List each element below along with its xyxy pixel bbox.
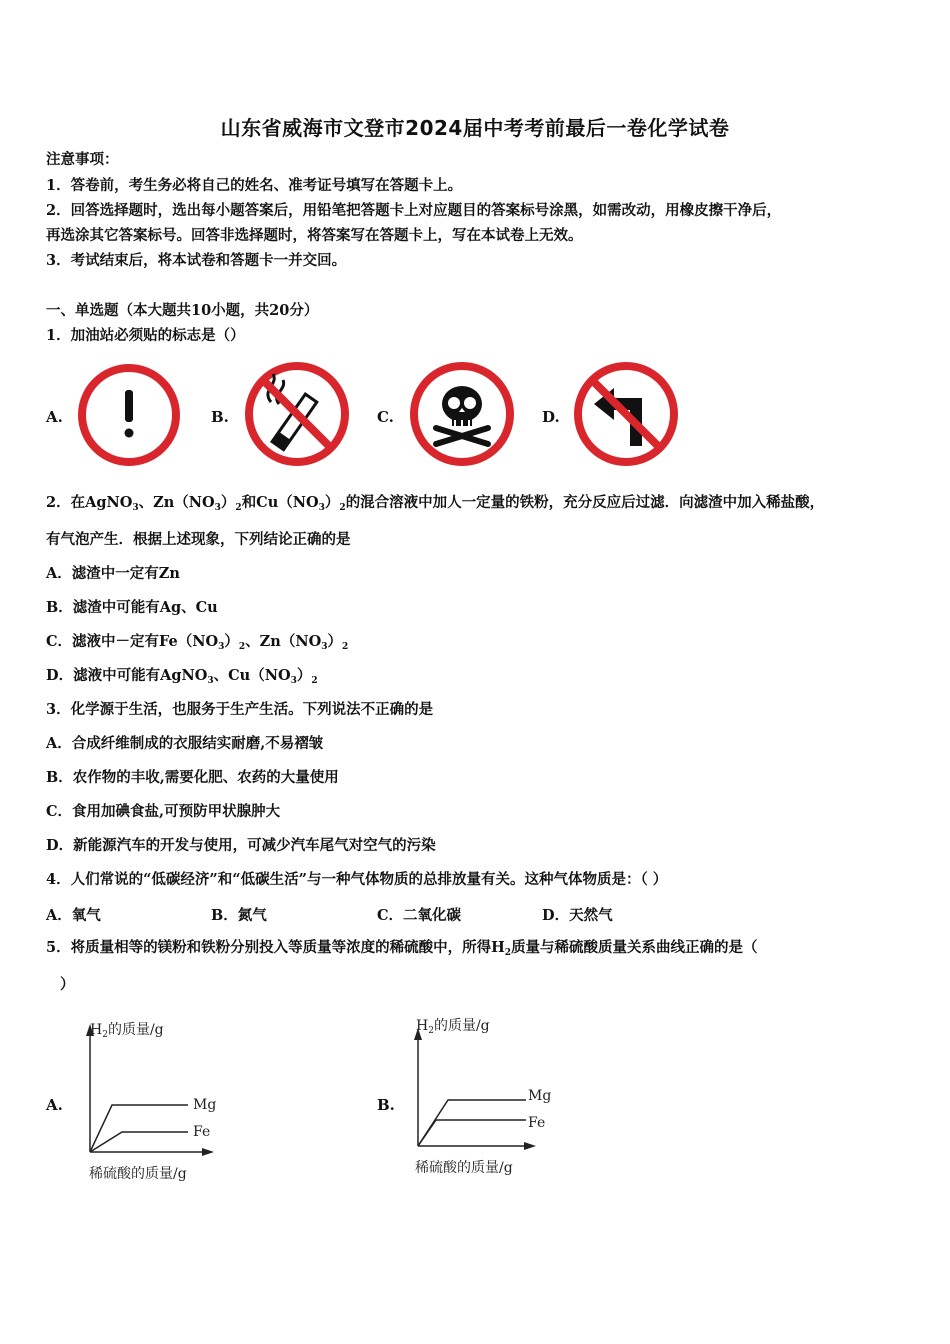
q5-stem-line-1 — [46, 938, 758, 963]
q2-option-d — [46, 666, 318, 691]
graph-a-xlabel: 稀硫酸的质量/g — [89, 1166, 187, 1182]
q2-option-d-part: 、Cu（NO — [213, 667, 291, 684]
q2-option-c — [46, 632, 348, 657]
q2-option-c-part: C．滤液中－定有Fe（NO — [46, 633, 219, 650]
q3-option-c: C．食用加碘食盐,可预防甲状腺肿大 — [46, 803, 281, 820]
q2-stem-part: 的混合溶液中加人一定量的铁粉，充分反应后过滤．向滤渣中加入稀盐酸， — [345, 494, 825, 511]
q2-option-d-part: ） — [296, 667, 312, 684]
notice-item-3: 3．考试结束后，将本试卷和答题卡一并交回。 — [46, 252, 347, 269]
q5-graph-b — [408, 1008, 558, 1183]
q2-stem-part: 2．在AgNO — [46, 494, 133, 511]
q2-option-c-sub: 2 — [341, 642, 349, 652]
q3-option-b: B．农作物的丰收,需要化肥、农药的大量使用 — [46, 769, 339, 786]
notice-item-1: 1．答卷前，考生务必将自己的姓名、准考证号填写在答题卡上。 — [46, 177, 463, 194]
notice-item-2b: 再选涂其它答案标号。回答非选择题时，将答案写在答题卡上，写在本试卷上无效。 — [46, 227, 583, 244]
q2-option-c-sub: 3 — [321, 642, 328, 652]
q5-label-b: B. — [377, 1096, 395, 1114]
q2-stem-sub: 3 — [132, 503, 139, 513]
q2-stem-sub: 3 — [214, 503, 221, 513]
q2-option-d-part: D．滤液中可能有AgNO — [46, 667, 208, 684]
graph-b-fe-label: Fe — [528, 1115, 546, 1131]
q3-option-d: D．新能源汽车的开发与使用，可减少汽车尾气对空气的污染 — [46, 837, 436, 854]
q5-label-a: A. — [46, 1096, 63, 1114]
graph-b-xlabel: 稀硫酸的质量/g — [415, 1160, 513, 1176]
q5-stem-sub: 2 — [504, 948, 512, 958]
graph-a-ylabel: $H_2$的质量/g — [90, 1022, 164, 1040]
exclamation-sign-icon — [76, 362, 182, 468]
q4-option-d: D．天然气 — [542, 907, 613, 924]
q4-option-b: B．氮气 — [211, 907, 267, 924]
q2-option-c-sub: 3 — [218, 642, 225, 652]
no-left-turn-sign-icon — [572, 360, 680, 468]
q4-option-c: C．二氧化碳 — [377, 907, 462, 924]
q2-stem-part: 和Cu（NO — [241, 494, 319, 511]
q2-option-c-sub: 2 — [238, 642, 246, 652]
q5-graph-a — [80, 1012, 230, 1187]
graph-a-fe-label: Fe — [193, 1124, 211, 1140]
q2-stem-sub: 3 — [318, 503, 325, 513]
toxic-sign-icon — [408, 360, 516, 468]
q2-option-d-sub: 3 — [207, 676, 214, 686]
graph-a-mg-label: Mg — [193, 1097, 217, 1113]
q2-option-d-sub: 3 — [290, 676, 297, 686]
q2-option-c-part: 、Zn（NO — [245, 633, 322, 650]
graph-b-ylabel: $H_2$的质量/g — [416, 1018, 490, 1036]
notice-item-2a: 2．回答选择题时，选出每小题答案后，用铅笔把答题卡上对应题目的答案标号涂黑，如需改动，用橡皮擦干净后， — [46, 202, 782, 219]
fe-curve — [90, 1132, 188, 1152]
q5-stem-line-2: ） — [60, 976, 75, 993]
q2-stem-part: ） — [220, 494, 236, 511]
q2-stem-part: 、Zn（NO — [138, 494, 215, 511]
q2-option-a: A．滤渣中一定有Zn — [46, 565, 180, 582]
q5-stem-part: 质量与稀硫酸质量关系曲线正确的是（ — [511, 939, 758, 956]
q2-option-c-part: ） — [327, 633, 342, 650]
q1-label-a: A. — [46, 408, 63, 426]
q4-stem: 4．人们常说的“低碳经济”和“低碳生活”与一种气体物质的总排放量有关。这种气体物质是：（ ） — [46, 871, 668, 888]
q5-stem-part: 5．将质量相等的镁粉和铁粉分别投入等质量等浓度的稀硫酸中，所得H — [46, 939, 505, 956]
q4-option-a: A．氧气 — [46, 907, 101, 924]
q2-option-c-part: ） — [224, 633, 239, 650]
no-smoking-sign-icon — [243, 360, 351, 468]
q2-stem-part: ） — [324, 494, 340, 511]
q2-option-d-sub: 2 — [311, 676, 318, 686]
q1-label-c: C. — [377, 408, 394, 426]
notice-heading: 注意事项： — [46, 151, 119, 168]
q2-stem-line-1 — [46, 493, 824, 518]
q1-label-d: D. — [542, 408, 560, 426]
q1-stem: 1．加油站必须贴的标志是（） — [46, 327, 245, 344]
q3-stem: 3．化学源于生活，也服务于生产生活。下列说法不正确的是 — [46, 701, 434, 718]
q1-label-b: B. — [211, 408, 229, 426]
fe-curve — [418, 1120, 526, 1146]
mg-curve — [90, 1105, 188, 1152]
q2-stem-line-2: 有气泡产生．根据上述现象，下列结论正确的是 — [46, 531, 351, 548]
graph-b-mg-label: Mg — [528, 1088, 552, 1104]
q2-stem-sub: 2 — [339, 503, 346, 513]
section-heading: 一、单选题（本大题共10小题，共20分） — [46, 302, 319, 319]
page-title: 山东省威海市文登市2024届中考考前最后一卷化学试卷 — [220, 116, 730, 140]
q2-option-b: B．滤渣中可能有Ag、Cu — [46, 599, 218, 616]
q3-option-a: A．合成纤维制成的衣服结实耐磨,不易褶皱 — [46, 735, 324, 752]
q2-stem-sub: 2 — [235, 503, 242, 513]
